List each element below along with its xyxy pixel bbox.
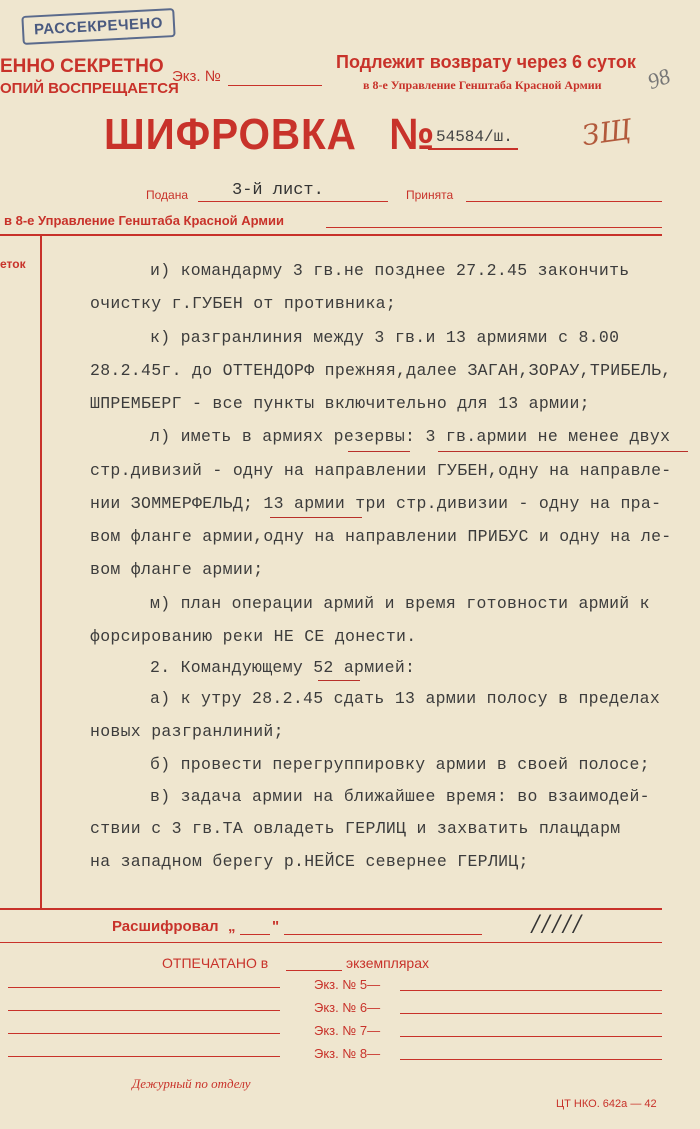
printed-line (286, 970, 342, 971)
copy-entry: Экз. № 5— (314, 977, 381, 992)
handwritten-signature: ЗЩ (579, 112, 634, 153)
deciphered-quote-open: „ (228, 918, 236, 935)
body-line: м) план операции армий и время готовности армий к (150, 594, 650, 613)
submitted-label: Подана (146, 188, 189, 202)
body-line: 28.2.45г. до ОТТЕНДОРФ прежняя,далее ЗАГАН,ЗОРАУ,ТРИБЕЛЬ, (90, 361, 672, 380)
margin-vertical-line (40, 236, 42, 908)
printed-label: ОТПЕЧАТАНО в (162, 955, 269, 971)
copy-line-left (8, 1033, 280, 1034)
document-title (104, 110, 435, 160)
number-sign: № (389, 110, 436, 159)
deciphered-label: Расшифровал (112, 918, 219, 935)
body-line: б) провести перегруппировку армии в своей полосе; (150, 755, 650, 774)
copy-entry: Экз. № 7— (314, 1023, 381, 1038)
body-line: и) командарму 3 гв.не позднее 27.2.45 закончить (150, 261, 630, 280)
copy-number-label: Экз. № (172, 68, 221, 85)
print-code: ЦТ НКО. 642а — 42 (556, 1098, 657, 1110)
copy-entry-line (400, 1036, 662, 1037)
deciphered-marks: ///// (532, 912, 585, 937)
copy-line-left (8, 987, 280, 988)
deciphered-line (284, 934, 482, 935)
copy-entry: Экз. № 8— (314, 1046, 381, 1061)
sheet-number: 3-й лист. (232, 181, 324, 200)
copy-line-left (8, 1056, 280, 1057)
destination-label: в 8-е Управление Генштаба Красной Армии (4, 213, 285, 228)
copy-prohibition: ОПИЙ ВОСПРЕЩАЕТСЯ (0, 80, 179, 97)
copy-number-line (228, 85, 322, 86)
body-line: форсированию реки НЕ СЕ донести. (90, 627, 417, 646)
body-line: вом фланге армии,одну на направлении ПРИБУС и одну на ле- (90, 527, 672, 546)
body-line: в) задача армии на ближайшее время: во взаимодей- (150, 787, 650, 806)
return-notice: Подлежит возврату через 6 суток (336, 52, 636, 72)
pencil-underline (318, 680, 360, 681)
secret-classification: ЕННО СЕКРЕТНО (0, 56, 164, 77)
footer-divider (0, 908, 662, 910)
accepted-line (466, 201, 662, 202)
body-line: очистку г.ГУБЕН от противника; (90, 294, 397, 313)
margin-note: 98 (644, 63, 674, 95)
body-line: ШПРЕМБЕРГ - все пункты включительно для 13 армии; (90, 394, 590, 413)
body-line: новых разгранлиний; (90, 722, 284, 741)
return-destination: в 8-е Управление Генштаба Красной Армии (363, 78, 602, 92)
cipher-number: 54584/ш. (436, 128, 513, 146)
body-line: вом фланге армии; (90, 560, 264, 579)
body-line: к) разгранлиния между 3 гв.и 13 армиями с 8.00 (150, 328, 620, 347)
body-line: стр.дивизий - одну на направлении ГУБЕН,одну на направле- (90, 461, 672, 480)
body-line: л) иметь в армиях резервы: 3 гв.армии не менее двух (150, 427, 671, 446)
left-margin-label: еток (0, 257, 26, 271)
body-line: на западном берегу р.НЕЙСЕ севернее ГЕРЛИЦ; (90, 852, 529, 871)
copy-entry: Экз. № 6— (314, 1000, 381, 1015)
body-line: ствии с 3 гв.ТА овладеть ГЕРЛИЦ и захватить плацдарм (90, 819, 621, 838)
pencil-underline (438, 451, 688, 452)
pencil-underline (348, 451, 410, 452)
copy-entry-line (400, 1059, 662, 1060)
number-underline (428, 148, 518, 150)
body-line: 2. Командующему 52 армией: (150, 658, 416, 677)
copy-entry-line (400, 1013, 662, 1014)
copy-line-left (8, 1010, 280, 1011)
header-divider (0, 234, 662, 236)
declassified-stamp: РАССЕКРЕЧЕНО (21, 8, 175, 45)
pencil-underline (270, 517, 362, 518)
destination-line (326, 227, 662, 228)
deciphered-line-short (240, 934, 270, 935)
body-line: а) к утру 28.2.45 сдать 13 армии полосу в пределах (150, 689, 661, 708)
duty-officer-label: Дежурный по отделу (132, 1076, 251, 1091)
footer-divider-2 (0, 942, 662, 943)
body-line: нии ЗОММЕРФЕЛЬД; 13 армии три стр.дивизии - одну на пра- (90, 494, 662, 513)
deciphered-quote-close: " (272, 918, 280, 935)
copy-entry-line (400, 990, 662, 991)
accepted-label: Принята (406, 188, 454, 202)
title-text: ШИФРОВКА (104, 110, 357, 159)
submitted-line (198, 201, 388, 202)
printed-copies: экземплярах (346, 955, 430, 971)
